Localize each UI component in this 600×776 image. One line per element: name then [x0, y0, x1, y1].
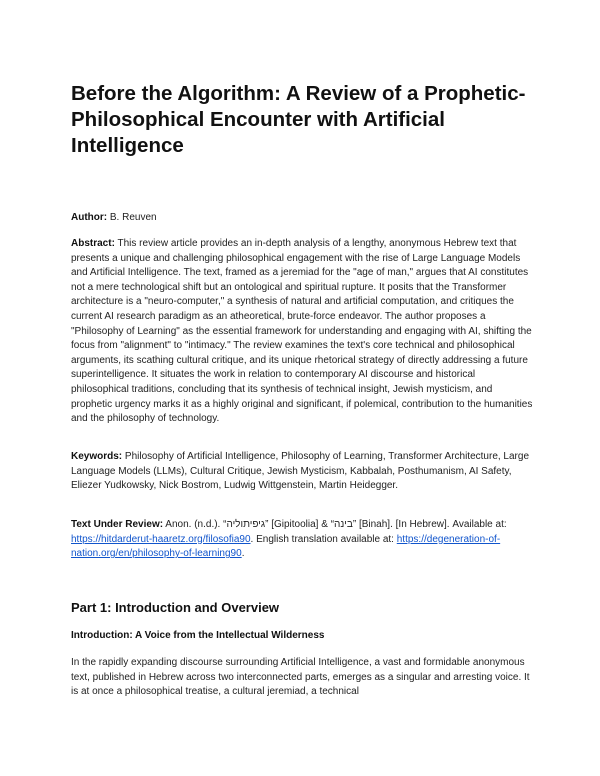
part1-heading: Part 1: Introduction and Overview — [71, 600, 280, 615]
citation-text: Anon. (n.d.). “גיפיתוליה” [Gipitoolia] & “בינה” [Binah]. [In Hebrew]. Available at: — [165, 519, 507, 530]
abstract-text: This review article provides an in-depth analysis of a lengthy, anonymous Hebrew text that presents a unique and challenging philosophical engagement with the rise of Large Language Models and Artificial Intelligence. The text, framed as a jeremiad for the "age of man," argues that AI constitutes not a mere technological shift but an ontological and spiritual rupture. It posits that the Transformer architecture is a "neuro-computer," a synthesis of natural and artificial computation, and critiques the current AI research paradigm as an atheoretical, brute-force endeavor. The author proposes a "Philosophy of Learning" as the essential framework for understanding and engaging with AI, shifting the focus from "alignment" to "intimacy." The review examines the text's core technical and philosophical arguments, its scathing cultural critique, and its unique rhetorical strategy of directly addressing a future superintelligence. It situates the work in relation to contemporary AI discourse and historical philosophical traditions, concluding that its synthesis of technical insight, Jewish mysticism, and prophetic urgency marks it as a highly original and significant, if polemical, contribution to the humanities and the philosophy of technology. — [71, 238, 533, 425]
introduction-paragraph: In the rapidly expanding discourse surrounding Artificial Intelligence, a vast and formidable anonymous text, published in Hebrew across two interconnected parts, emerges as a singular and arresting voice. It is at once a philosophical treatise, a cultural jeremiad, a technical — [71, 657, 530, 698]
keywords-label: Keywords: — [71, 451, 123, 462]
abstract-label: Abstract: — [71, 238, 115, 249]
abstract-paragraph — [71, 237, 533, 427]
citation-middle-text: . English translation available at: — [250, 533, 397, 545]
english-translation-link[interactable]: https://degeneration-of-nation.org/en/philosophy-of-learning90 — [71, 533, 501, 560]
text-under-review-paragraph — [71, 518, 533, 562]
keywords-paragraph — [71, 450, 533, 494]
introduction-subheading: Introduction: A Voice from the Intellectual Wilderness — [71, 630, 325, 641]
author-name: B. Reuven — [109, 212, 157, 223]
keywords-text: Philosophy of Artificial Intelligence, Philosophy of Learning, Transformer Architecture, Large Language Models (LLMs), Cultural Critique, Jewish Mysticism, Kabbalah, Posthumanism, AI Safety, Eliezer Yudkowsky, Nick Bostrom, Ludwig Wittgenstein, Martin Heidegger. — [71, 451, 530, 492]
author-label: Author: — [71, 212, 108, 223]
citation-end-text: . — [241, 548, 245, 560]
author-line — [71, 211, 533, 226]
hebrew-source-link[interactable]: https://hitdarderut-haaretz.org/filosofia90 — [71, 533, 251, 545]
paper-title: Before the Algorithm: A Review of a Prophetic-Philosophical Encounter with Artificial Intelligence — [71, 82, 526, 157]
text-under-review-label: Text Under Review: — [71, 519, 164, 530]
